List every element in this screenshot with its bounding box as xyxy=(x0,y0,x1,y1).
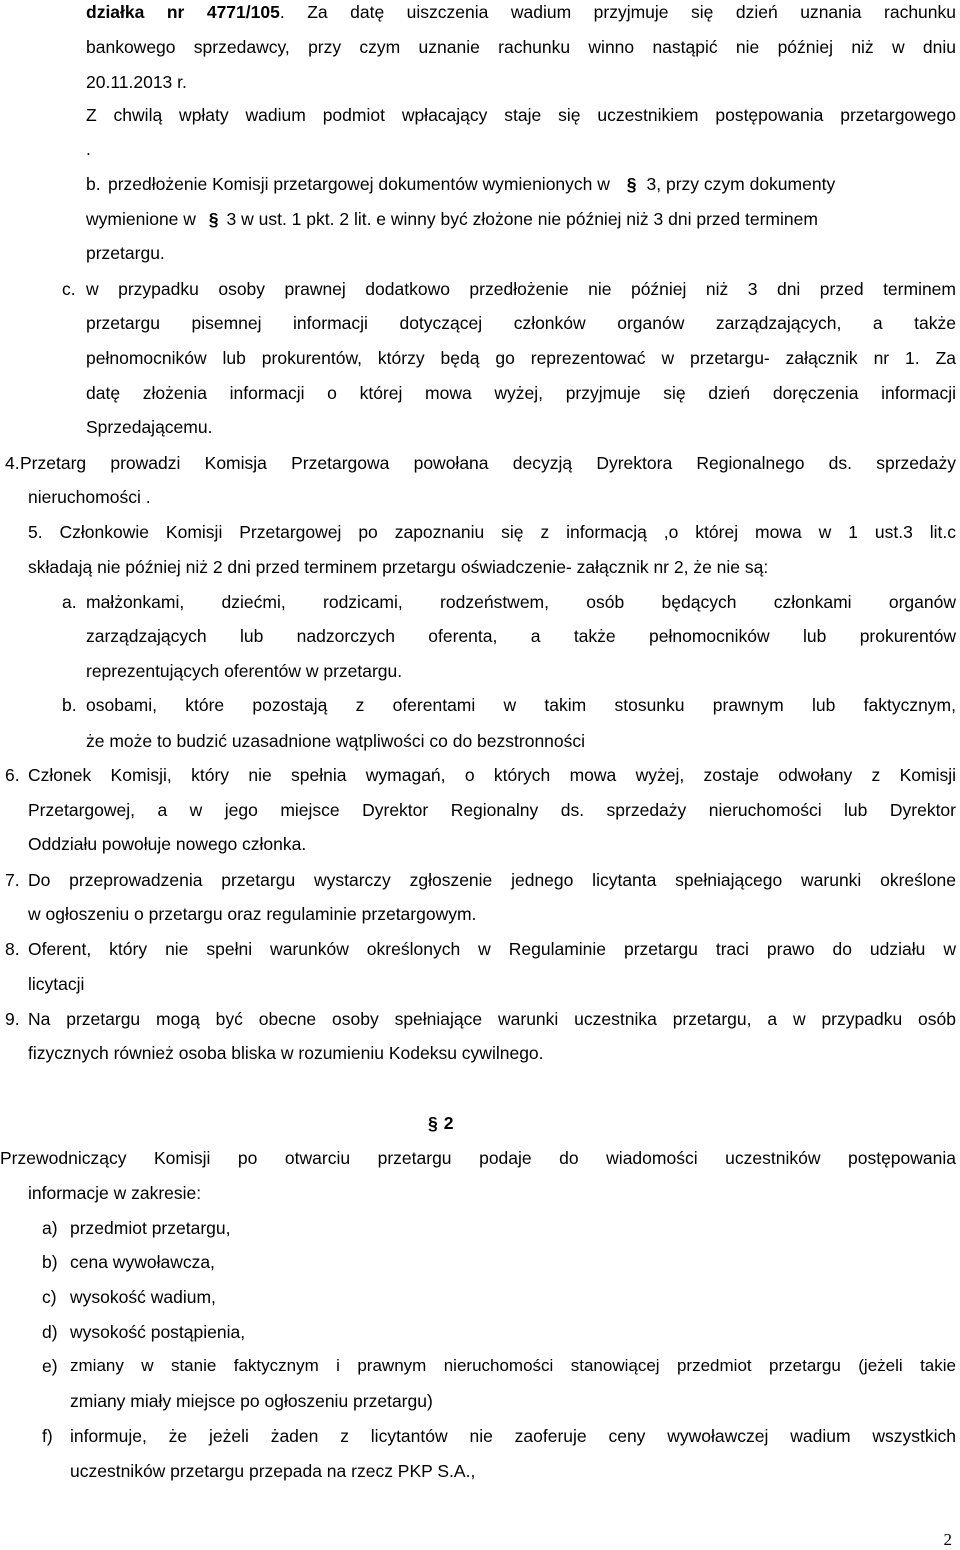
paragraph-line: 20.11.2013 r. xyxy=(86,72,187,92)
list-marker: c. xyxy=(62,279,76,299)
list-marker: d) xyxy=(42,1322,58,1342)
paragraph-line: Członek Komisji, który nie spełnia wymagań, o których mowa wyżej, zostaje odwołany z Komisji xyxy=(28,765,956,785)
list-marker: b) xyxy=(42,1252,58,1272)
paragraph-line: osobami, które pozostają z oferentami w takim stosunku prawnym lub faktycznym, xyxy=(86,695,956,715)
paragraph-line: bankowego sprzedawcy, przy czym uznanie rachunku winno nastąpić nie później niż w dniu xyxy=(86,37,956,57)
text-span: 3, przy czym dokumenty xyxy=(646,174,836,194)
paragraph-line: Oferent, który nie spełni warunków określonych w Regulaminie przetargu traci prawo do udziału w xyxy=(28,939,956,959)
paragraph-line: Przetargowej, a w jego miejsce Dyrektor Regionalny ds. sprzedaży nieruchomości lub Dyrektor xyxy=(28,800,956,820)
paragraph-line: zarządzających lub nadzorczych oferenta, a także pełnomocników lub prokurentów xyxy=(86,626,956,646)
text-span: 3 w ust. 1 pkt. 2 lit. e winny być złożone nie później niż 3 dni przed terminem xyxy=(226,209,818,229)
list-marker: 6. xyxy=(5,765,20,785)
list-item: informuje, że jeżeli żaden z licytantów nie zaoferuje ceny wywoławczej wadium wszystkich xyxy=(70,1426,956,1446)
paragraph-line: Przewodniczący Komisji po otwarciu przetargu podaje do wiadomości uczestników postępowania xyxy=(0,1148,956,1168)
text-span: wymienione w xyxy=(86,209,196,229)
paragraph-line: w ogłoszeniu o przetargu oraz regulaminie przetargowym. xyxy=(28,904,477,924)
paragraph-line: fizycznych również osoba bliska w rozumieniu Kodeksu cywilnego. xyxy=(28,1043,544,1063)
list-item: cena wywoławcza, xyxy=(70,1252,215,1272)
list-marker: f) xyxy=(42,1426,53,1446)
section-sign-icon: § xyxy=(428,1113,438,1133)
section-heading xyxy=(428,1111,453,1135)
list-marker: a. xyxy=(62,592,77,612)
paragraph-line: 5. Członkowie Komisji Przetargowej po zapoznaniu się z informacją ,o której mowa w 1 ust.3 lit.c xyxy=(28,522,956,542)
list-marker: 8. xyxy=(5,939,20,959)
paragraph-line: Przetarg prowadzi Komisja Przetargowa powołana decyzją Dyrektora Regionalnego ds. sprzedaży xyxy=(20,453,956,473)
parcel-number: działka nr 4771/105 xyxy=(86,2,280,22)
paragraph-line: pełnomocników lub prokurentów, którzy będą go reprezentować w przetargu- załącznik nr 1. Za xyxy=(86,348,956,368)
paragraph-line: że może to budzić uzasadnione wątpliwości co do bezstronności xyxy=(86,731,586,751)
text-span: . Za datę uiszczenia wadium przyjmuje się dzień uznania rachunku xyxy=(279,2,956,22)
paragraph-line: w przypadku osoby prawnej dodatkowo przedłożenie nie później niż 3 dni przed terminem xyxy=(86,279,956,299)
paragraph-line: datę złożenia informacji o której mowa wyżej, przyjmuje się dzień doręczenia informacji xyxy=(86,383,956,403)
page-number: 2 xyxy=(943,1530,952,1549)
list-item: wysokość postąpienia, xyxy=(70,1322,246,1342)
list-marker: b. xyxy=(62,695,77,715)
paragraph-line: reprezentujących oferentów w przetargu. xyxy=(86,661,403,681)
section-sign-icon: § xyxy=(626,174,637,194)
paragraph-line: informacje w zakresie: xyxy=(28,1183,202,1203)
list-marker: b. xyxy=(86,174,101,194)
list-marker: 4. xyxy=(5,453,20,473)
list-item: przedmiot przetargu, xyxy=(70,1218,231,1238)
section-sign-icon: § xyxy=(208,209,219,229)
paragraph-line: Oddziału powołuje nowego członka. xyxy=(28,834,307,854)
paragraph-line xyxy=(86,207,956,231)
paragraph-line: Z chwilą wpłaty wadium podmiot wpłacający staje się uczestnikiem postępowania przetargowego xyxy=(86,105,956,125)
list-item: uczestników przetargu przepada na rzecz PKP S.A., xyxy=(70,1461,476,1481)
paragraph-line: licytacji xyxy=(28,974,85,994)
paragraph-line: Sprzedającemu. xyxy=(86,417,213,437)
list-marker: a) xyxy=(42,1218,58,1238)
paragraph-line xyxy=(86,172,956,196)
paragraph-line: przetargu. xyxy=(86,243,165,263)
list-item: zmiany w stanie faktycznym i prawnym nieruchomości stanowiącej przedmiot przetargu (jeżeli takie xyxy=(70,1356,956,1375)
list-marker: 9. xyxy=(5,1009,20,1029)
paragraph-line: nieruchomości . xyxy=(28,487,151,507)
list-marker: 7. xyxy=(5,870,20,890)
list-marker: c) xyxy=(42,1287,57,1307)
paragraph-line: przetargu pisemnej informacji dotyczącej członków organów zarządzających, a także xyxy=(86,313,956,333)
section-number: 2 xyxy=(443,1113,454,1133)
text-span: przedłożenie Komisji przetargowej dokumentów wymienionych w xyxy=(108,174,610,194)
paragraph-line: . xyxy=(86,139,91,159)
paragraph-line: małżonkami, dziećmi, rodzicami, rodzeństwem, osób będących członkami organów xyxy=(86,592,956,612)
paragraph-line xyxy=(86,0,956,24)
paragraph-line: składają nie później niż 2 dni przed terminem przetargu oświadczenie- załącznik nr 2, że nie są: xyxy=(28,557,769,577)
list-item: zmiany miały miejsce po ogłoszeniu przetargu) xyxy=(70,1391,433,1411)
list-marker: e) xyxy=(42,1356,58,1376)
paragraph-line: Na przetargu mogą być obecne osoby spełniające warunki uczestnika przetargu, a w przypadku osób xyxy=(28,1009,956,1029)
paragraph-line: Do przeprowadzenia przetargu wystarczy zgłoszenie jednego licytanta spełniającego warunki określone xyxy=(28,870,956,890)
list-item: wysokość wadium, xyxy=(70,1287,216,1307)
